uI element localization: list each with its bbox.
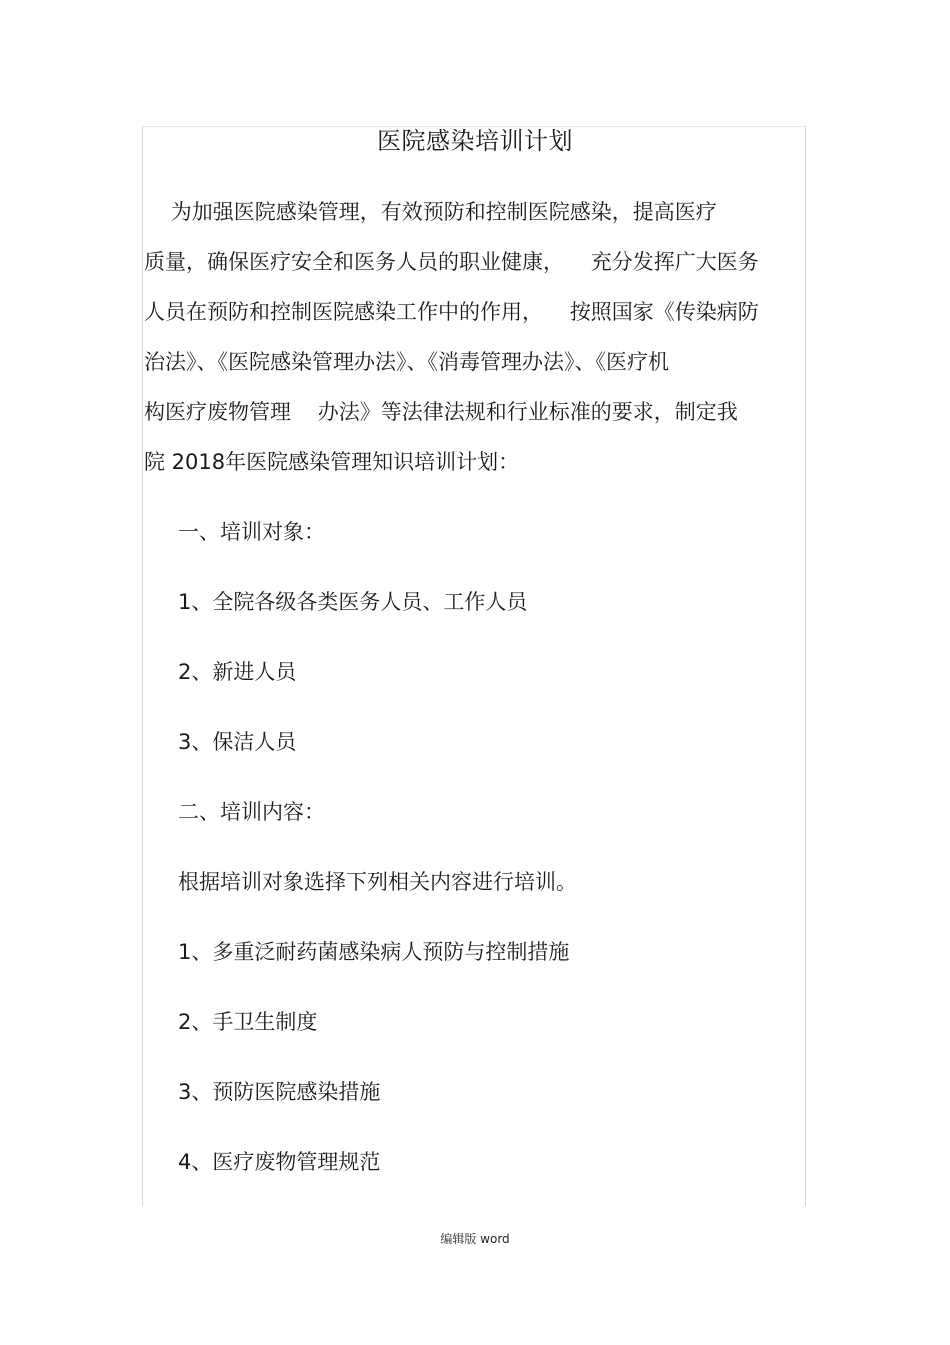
list-item: 3、预防医院感染措施 [178, 1080, 381, 1104]
intro-line-2: 质量，确保医疗安全和医务人员的职业健康， 充分发挥广大医务 [144, 250, 759, 274]
document-title: 医院感染培训计划 [377, 127, 573, 155]
list-item: 2、新进人员 [178, 660, 297, 684]
list-item: 2、手卫生制度 [178, 1010, 318, 1034]
section-intro: 根据培训对象选择下列相关内容进行培训。 [178, 870, 577, 894]
intro-line-1: 为加强医院感染管理，有效预防和控制医院感染，提高医疗 [144, 200, 717, 224]
section-heading-training-content: 二、培训内容： [178, 800, 325, 824]
intro-line-5: 构医疗废物管理 办法》等法律法规和行业标准的要求，制定我 [144, 400, 738, 424]
list-item: 3、保洁人员 [178, 730, 297, 754]
intro-line-6: 院 2018年医院感染管理知识培训计划： [144, 450, 520, 474]
list-item: 1、全院各级各类医务人员、工作人员 [178, 590, 528, 614]
section-heading-training-targets: 一、培训对象： [178, 520, 325, 544]
intro-line-3: 人员在预防和控制医院感染工作中的作用， 按照国家《传染病防 [144, 300, 759, 324]
intro-line-4: 治法》、《医院感染管理办法》、《消毒管理办法》、《医疗机 [144, 350, 669, 374]
list-item: 1、多重泛耐药菌感染病人预防与控制措施 [178, 940, 570, 964]
page-footer: 编辑版 word [440, 1232, 510, 1246]
list-item: 4、医疗废物管理规范 [178, 1150, 381, 1174]
